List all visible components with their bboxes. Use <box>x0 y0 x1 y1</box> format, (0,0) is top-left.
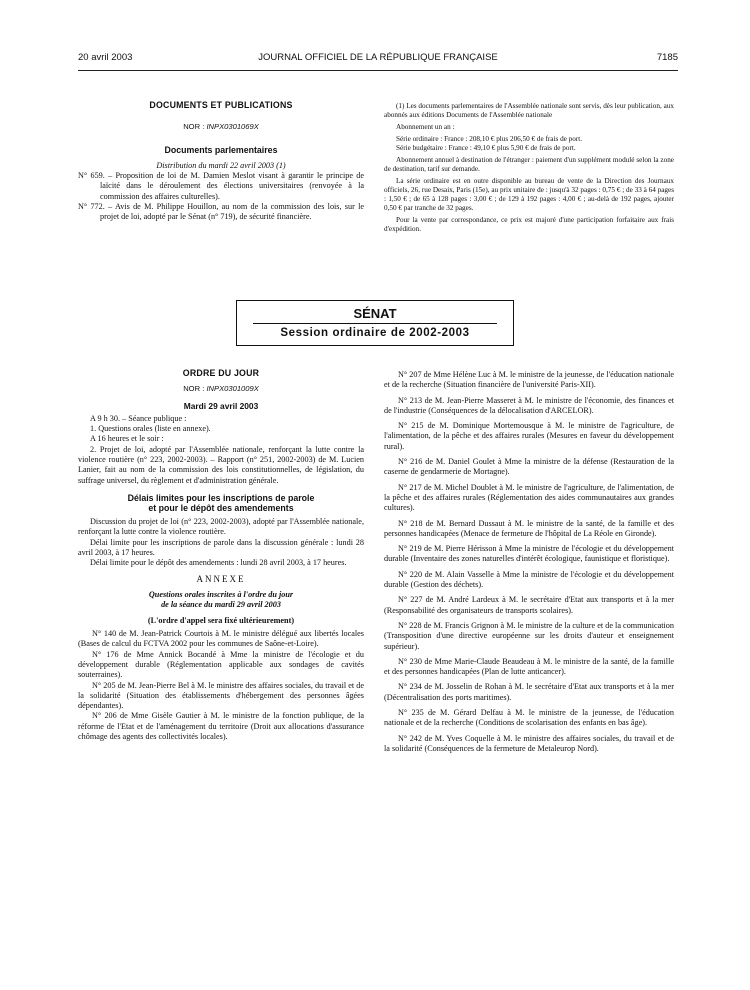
question-item: N° 215 de M. Dominique Mortemousque à M. le ministre de l'agriculture, de l'alimentation, de la pêche et des affaires rurales (Mesures en faveur du développement rural). <box>384 421 674 451</box>
page-header <box>78 52 678 66</box>
question-item: N° 227 de M. André Lardeux à M. le secrétaire d'Etat aux transports et à la mer (Responsabilité des organisateurs de transports scolaires). <box>384 595 674 615</box>
question-item: N° 140 de M. Jean-Patrick Courtois à M. le ministre délégué aux libertés locales (Bases de calcul du FCTVA 2002 pour les communes de Saône-et-Loire). <box>78 629 364 649</box>
nor-label: NOR : <box>183 384 205 394</box>
question-item: N° 235 de M. Gérard Delfau à M. le ministre de la jeunesse, de l'éducation nationale et de la recherche (Conditions de scolarisation des enfants en bas âge). <box>384 708 674 728</box>
question-item: N° 207 de Mme Hélène Luc à M. le ministre de la jeunesse, de l'éducation nationale et de la recherche (Situation financière de l'université Paris-XII). <box>384 370 674 390</box>
documents-section <box>78 100 364 223</box>
question-item: N° 228 de M. Francis Grignon à M. le ministre de la culture et de la communication (Transposition d'une directive européenne sur les droits d'auteur et enseignement supérieur). <box>384 620 674 651</box>
ordre-date: Mardi 29 avril 2003 <box>183 400 259 411</box>
ordre-section <box>78 368 364 742</box>
delais-title <box>78 493 364 513</box>
document-number: N° 772. – <box>78 202 113 212</box>
ordre-line-1: A 9 h 30. – Séance publique : <box>90 413 187 423</box>
questions-right-column <box>384 370 674 754</box>
footnote-intro: (1) Les documents parlementaires de l'Assemblée nationale sont servis, dès leur publication, aux abonnés aux éditions Documents de l'Assemblée nationale <box>384 102 674 119</box>
question-item: N° 219 de M. Pierre Hérisson à Mme la ministre de l'écologie et du développement durable (Inventaire des zones naturelles d'intérêt écologique, faunistique et floristique). <box>384 544 674 564</box>
footnote-etranger: Abonnement annuel à destination de l'étranger : paiement d'un supplément modulé selon la zone de destination, tarif sur demande. <box>384 156 674 173</box>
question-item: N° 205 de M. Jean-Pierre Bel à M. le ministre des affaires sociales, du travail et de la solidarité (Situation des établissements d'hébergement des personnes âgées dépendantes). <box>78 680 364 711</box>
question-item: N° 242 de M. Yves Coquelle à M. le ministre des affaires sociales, du travail et de la solidarité (Conséquences de la fermeture de Metaleurop Nord). <box>384 733 674 753</box>
ordre-line-4: 2. Projet de loi, adopté par l'Assemblée nationale, renforçant la lutte contre la violence routière (n° 223, 2002-2003). – Rapport (n° 251, 2002-2003) de M. Lucien Lanier, fait au nom de la commission des lois constitutionnelles, de législation, du suffrage universel, du règlement et d'administration générale. <box>78 444 364 485</box>
senat-rule <box>253 323 497 324</box>
footnote-section <box>384 102 674 234</box>
questions-title-line-2: de la séance du mardi 29 avril 2003 <box>161 599 281 609</box>
questions-title-line-1: Questions orales inscrites à l'ordre du jour <box>148 589 294 599</box>
nor-code: INPX0301009X <box>206 384 259 394</box>
documents-subtitle: Documents parlementaires <box>164 144 278 155</box>
ordre-line-2: 1. Questions orales (liste en annexe). <box>90 424 211 434</box>
header-date: 20 avril 2003 <box>78 52 133 63</box>
delais-parole: Délai limite pour les inscriptions de parole dans la discussion générale : lundi 28 avril 2003, à 17 heures. <box>78 537 364 557</box>
document-text: Proposition de loi de M. Damien Meslot visant à garantir le principe de laïcité dans le déroulement des élections universitaires (renvoyée à la commission des affaires culturelles). <box>100 171 364 201</box>
ordre-title: ORDRE DU JOUR <box>182 368 260 378</box>
documents-title: DOCUMENTS ET PUBLICATIONS <box>149 100 293 110</box>
footnote-abonnement: Abonnement un an : <box>396 123 455 131</box>
document-number: N° 659. – <box>78 171 113 181</box>
question-item: N° 176 de Mme Annick Bocandé à Mme la ministre de l'écologie et du développement durable (Réglementation applicable aux sondages de cavités souterraines). <box>78 649 364 680</box>
delais-title-line-2: et pour le dépôt des amendements <box>148 502 294 513</box>
senat-box <box>236 300 514 346</box>
nor-code: INPX0301069X <box>206 122 259 132</box>
question-item: N° 220 de M. Alain Vasselle à Mme la ministre de l'écologie et du développement durable (Gestion des déchets). <box>384 569 674 590</box>
footnote-serie-ordinaire: Série ordinaire : France : 208,10 € plus 206,50 € de frais de port. <box>396 135 583 143</box>
document-item <box>78 202 364 223</box>
ordre-nor <box>78 384 364 394</box>
document-text: Avis de M. Philippe Houillon, au nom de la commission des lois, sur le projet de loi, adopté par le Sénat (n° 719), de sécurité financière. <box>100 202 364 222</box>
documents-nor <box>78 122 364 132</box>
question-item: N° 216 de M. Daniel Goulet à Mme la ministre de la défense (Restauration de la caserne de gendarmerie de Mortagne). <box>384 457 674 477</box>
question-item: N° 234 de M. Josselin de Rohan à M. le secrétaire d'Etat aux transports et à la mer (Décentralisation des ports maritimes). <box>384 682 674 702</box>
senat-session: Session ordinaire de 2002-2003 <box>280 327 470 339</box>
delais-amendements: Délai limite pour le dépôt des amendements : lundi 28 avril 2003, à 17 heures. <box>90 558 347 568</box>
ordre-line-3: A 16 heures et le soir : <box>90 434 164 444</box>
ordre-appel: (L'ordre d'appel sera fixé ultérieurement) <box>147 615 295 625</box>
footnote-serie-budgetaire: Série budgétaire : France : 49,10 € plus 5,90 € de frais de port. <box>396 144 576 152</box>
footnote-vente: La série ordinaire est en outre disponible au bureau de vente de la Direction des Journaux officiels, 26, rue Desaix, Paris (15e), au prix unitaire de : jusqu'à 32 pages : 0,75 € ; de 33 à 64 pages : 1,50 € ; de 65 à 128 pages : 3,00 € ; de 129 à 192 pages : 4,00 € ; au-delà de 192 pages, ajouter 0,50 € par tranche de 32 pages. <box>384 177 674 212</box>
nor-label: NOR : <box>183 122 205 132</box>
annexe-title: ANNEXE <box>196 574 246 585</box>
question-item: N° 217 de M. Michel Doublet à M. le ministre de l'agriculture, de l'alimentation, de la pêche et des affaires rurales (Réglementation des aides communautaires aux grandes cultures). <box>384 482 674 513</box>
senat-title: SÉNAT <box>353 306 397 321</box>
question-item: N° 218 de M. Bernard Dussaut à M. le ministre de la santé, de la famille et des personnes handicapées (Menace de fermeture de l'hôpital de La Réole en Gironde). <box>384 518 674 538</box>
header-rule <box>78 70 678 71</box>
delais-discussion: Discussion du projet de loi (n° 223, 2002-2003), adopté par l'Assemblée nationale, renforçant la lutte contre la violence routière. <box>78 516 364 537</box>
delais-title-line-1: Délais limites pour les inscriptions de parole <box>127 492 315 503</box>
questions-title <box>78 590 364 610</box>
footnote-correspondance: Pour la vente par correspondance, ce prix est majoré d'une participation forfaitaire aux frais d'expédition. <box>384 216 674 233</box>
header-page-number: 7185 <box>656 52 678 63</box>
question-item: N° 230 de Mme Marie-Claude Beaudeau à M. le ministre de la santé, de la famille et des personnes handicapées (Plan de lutte anticancer). <box>384 656 674 677</box>
question-item: N° 213 de M. Jean-Pierre Masseret à M. le ministre de l'économie, des finances et de l'industrie (Conséquences de la délocalisation d'ARCELOR). <box>384 395 674 415</box>
header-journal-title: JOURNAL OFFICIEL DE LA RÉPUBLIQUE FRANÇAISE <box>258 52 498 63</box>
question-item: N° 206 de Mme Gisèle Gautier à M. le ministre de la fonction publique, de la réforme de l'Etat et de l'aménagement du territoire (Droit aux allocations d'assurance chômage des agents des collectivités locales). <box>78 711 364 742</box>
document-item <box>78 171 364 202</box>
documents-distribution: Distribution du mardi 22 avril 2003 (1) <box>156 160 286 170</box>
